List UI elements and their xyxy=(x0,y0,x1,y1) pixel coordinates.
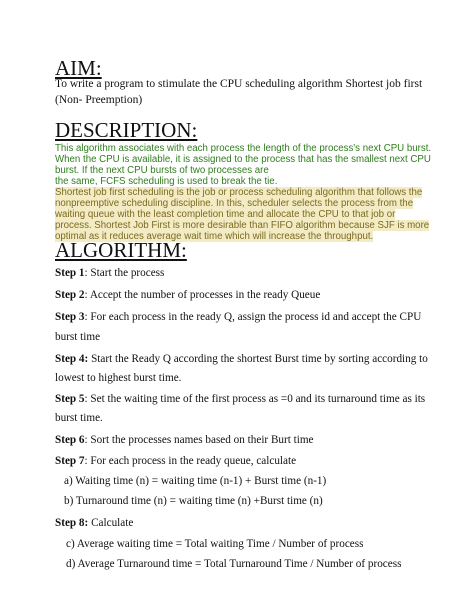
description-heading: DESCRIPTION: xyxy=(55,118,198,142)
algorithm-step-5 xyxy=(55,392,425,406)
algorithm-step-3 xyxy=(55,310,421,324)
step-text: Start the Ready Q according the shortest Burst time by sorting according to xyxy=(88,353,428,365)
algorithm-step-4-continued: lowest to highest burst time. xyxy=(55,372,182,384)
description-line: Shortest job first scheduling is the job or process scheduling algorithm that follows the xyxy=(55,187,423,198)
description-line: the same, FCFS scheduling is used to break the tie. xyxy=(55,176,278,187)
step-text: : Accept the number of processes in the ready Queue xyxy=(84,289,321,301)
step-label: Step 2 xyxy=(55,289,85,301)
description-line: burst. If the next CPU bursts of two processes are xyxy=(55,165,269,176)
algorithm-step-7 xyxy=(55,454,296,468)
step-7-item-b: b) Turnaround time (n) = waiting time (n) +Burst time (n) xyxy=(64,495,323,507)
step-8-item-c: c) Average waiting time = Total waiting Time / Number of process xyxy=(66,538,364,550)
algorithm-step-4 xyxy=(55,352,428,366)
step-label: Step 8: xyxy=(55,517,89,529)
description-line: nonpreemptive scheduling discipline. In this, scheduler selects the process from the xyxy=(55,198,414,209)
algorithm-step-6 xyxy=(55,433,314,447)
step-text: : For each process in the ready queue, calculate xyxy=(84,455,297,467)
algorithm-step-8 xyxy=(55,516,133,530)
description-line: process. Shortest Job First is more desirable than FIFO algorithm because SJF is more xyxy=(55,220,430,231)
step-label: Step 5 xyxy=(55,393,85,405)
step-text: : Set the waiting time of the first process as =0 and its turnaround time as its xyxy=(84,393,426,405)
aim-heading: AIM: xyxy=(55,56,102,80)
step-7-item-a: a) Waiting time (n) = waiting time (n-1) + Burst time (n-1) xyxy=(64,475,327,487)
step-label: Step 1 xyxy=(55,267,85,279)
aim-text-line-2: (Non- Preemption) xyxy=(55,94,143,106)
aim-text-line-1: To write a program to stimulate the CPU scheduling algorithm Shortest job first xyxy=(55,78,423,90)
step-8-item-d: d) Average Turnaround time = Total Turnaround Time / Number of process xyxy=(66,558,402,570)
algorithm-step-3-continued: burst time xyxy=(55,331,101,343)
description-line: This algorithm associates with each process the length of the process's next CPU burst. xyxy=(55,143,432,154)
step-text: Calculate xyxy=(88,517,134,529)
algorithm-step-1 xyxy=(55,266,164,280)
algorithm-step-2 xyxy=(55,288,320,302)
description-line: waiting queue with the least completion time and allocate the CPU to that job or xyxy=(55,209,396,220)
description-line: optimal as it reduces average wait time which will increase the throughput. xyxy=(55,231,374,242)
description-line: When the CPU is available, it is assigned to the process that has the smallest next CPU xyxy=(55,154,431,165)
algorithm-step-5-continued: burst time. xyxy=(55,412,103,424)
step-text: : Start the process xyxy=(84,267,165,279)
step-label: Step 3 xyxy=(55,311,85,323)
step-label: Step 7 xyxy=(55,455,85,467)
step-text: : For each process in the ready Q, assign the process id and accept the CPU xyxy=(84,311,422,323)
algorithm-heading: ALGORITHM: xyxy=(55,238,187,262)
step-text: : Sort the processes names based on their Burt time xyxy=(84,434,314,446)
step-label: Step 4: xyxy=(55,353,89,365)
step-label: Step 6 xyxy=(55,434,85,446)
